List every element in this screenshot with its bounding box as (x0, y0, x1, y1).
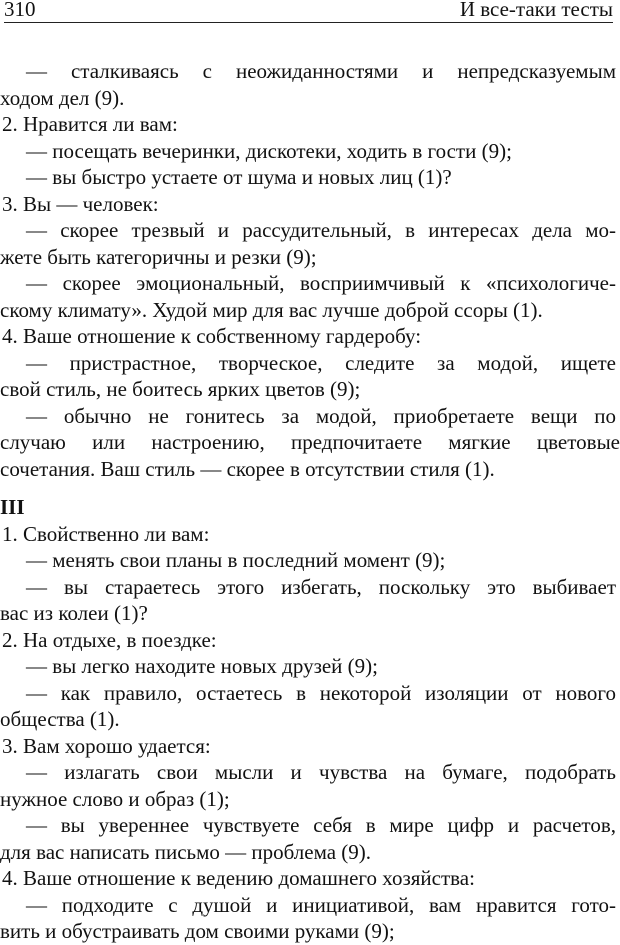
text-line: жете быть категоричны и резки (9); (0, 244, 317, 269)
answer-line: — подходите с душой и инициативой, вам нравится гото- (26, 892, 616, 917)
question-line: 3. Вы — человек: (2, 191, 159, 216)
answer-line: — вы стараетесь этого избегать, поскольку это выбивает (26, 574, 616, 599)
answer-line: — вы увереннее чувствуете себя в мире цифр и расчетов, (26, 813, 616, 837)
text-line: общества (1). (0, 707, 120, 731)
answer-line: — скорее эмоциональный, восприимчивый к «психологиче- (26, 271, 616, 295)
text-line: нужное слово и образ (1); (0, 786, 230, 811)
page-number: 310 (4, 0, 36, 21)
page-header (4, 0, 613, 23)
answer-line: — пристрастное, творческое, следите за модой, ищете (26, 350, 616, 375)
text-line: скому климату». Худой мир для вас лучше доброй ссоры (1). (0, 297, 543, 322)
text-line: вас из колеи (1)? (0, 601, 148, 625)
answer-line: — обычно не гонитесь за модой, приобретаете вещи по (26, 403, 616, 428)
question-line: 3. Вам хорошо удается: (2, 733, 211, 758)
text-line: для вас написать письмо — проблема (9). (0, 839, 372, 864)
page-body (0, 58, 620, 945)
question-line: 4. Ваше отношение к собственному гардеробу: (2, 324, 422, 348)
section-heading: III (0, 495, 25, 519)
text-line: сочетания. Ваш стиль — скорее в отсутствии стиля (1). (0, 456, 495, 481)
question-line: 4. Ваше отношение к ведению домашнего хозяйства: (2, 866, 475, 890)
answer-line: — менять свои планы в последний момент (9); (26, 548, 446, 572)
text-line: вить и обустраивать дом своими руками (9); (0, 919, 395, 943)
answer-line: — вы быстро устаете от шума и новых лиц (1)? (26, 165, 452, 189)
text-line: свой стиль, не боитесь ярких цветов (9); (0, 377, 361, 401)
text-line: ходом дел (9). (0, 85, 125, 110)
answer-line: — излагать свои мысли и чувства на бумаге, подобрать (26, 760, 616, 784)
answer-line: — как правило, остаетесь в некоторой изоляции от нового (26, 680, 616, 705)
answer-line: — посещать вечеринки, дискотеки, ходить в гости (9); (26, 138, 512, 163)
answer-line: — скорее трезвый и рассудительный, в интересах дела мо- (26, 218, 616, 242)
text-line: — сталкиваясь с неожиданностями и непредсказуемым (26, 59, 616, 83)
running-title: И все-таки тесты (459, 0, 613, 21)
question-line: 2. Нравится ли вам: (2, 112, 178, 136)
question-line: 1. Свойственно ли вам: (2, 521, 210, 546)
answer-line: — вы легко находите новых друзей (9); (26, 654, 378, 678)
question-line: 2. На отдыхе, в поездке: (2, 627, 217, 652)
text-line: случаю или настроению, предпочитаете мягкие цветовые (0, 430, 620, 454)
